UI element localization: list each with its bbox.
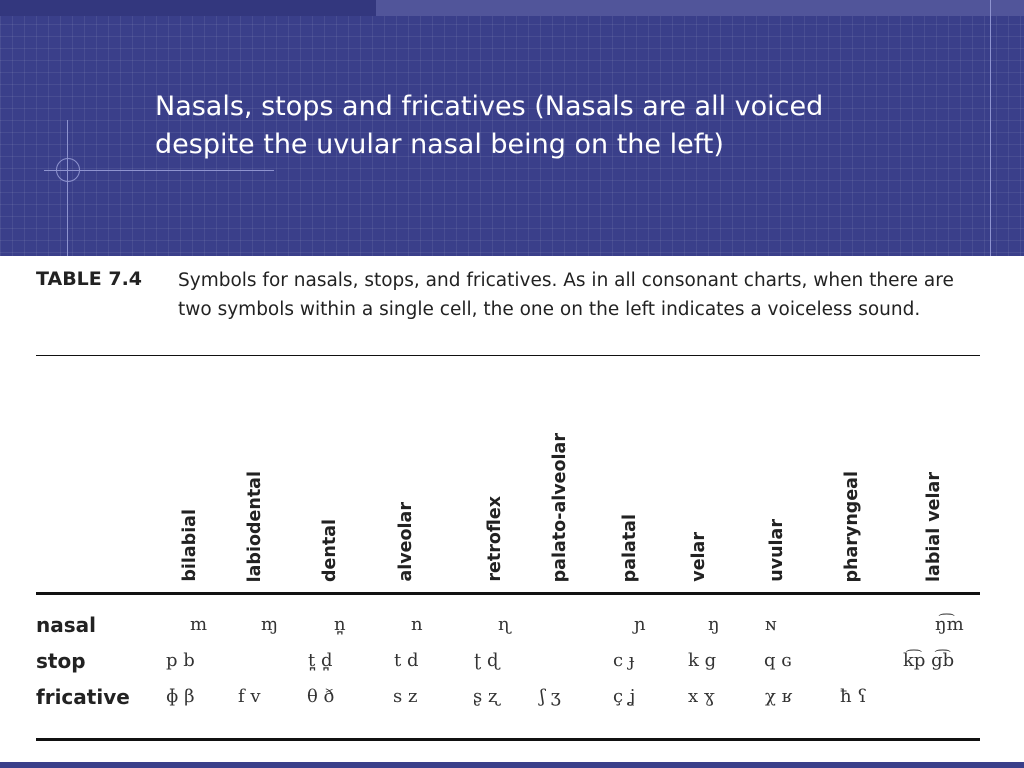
cell-stop-uvular: q ɢ: [764, 650, 792, 671]
cell-fricative-retroflex: ʂ ʐ: [473, 686, 499, 707]
cell-stop-retroflex: ʈ ɖ: [474, 650, 499, 671]
cell-nasal-labial-velar: ŋ͡m: [935, 614, 964, 635]
caption-rule: [36, 355, 980, 356]
cell-stop-labial-velar: k͡p g͡b: [903, 650, 955, 671]
cell-stop-palatal: c ɟ: [613, 650, 635, 671]
table-caption: Symbols for nasals, stops, and fricatives. As in all consonant charts, when there are two symbols within a single cell, the one on the left indicates a voiceless sound.: [178, 270, 954, 320]
cell-stop-velar: k g: [688, 650, 717, 671]
cell-stop-alveolar: t d: [394, 650, 419, 671]
row-label-fricative: fricative: [36, 685, 130, 709]
cell-fricative-palatal: ç ʝ: [613, 686, 636, 707]
col-header-palato-alveolar: palato-alveolar: [550, 432, 570, 582]
cell-nasal-palatal: ɲ: [634, 614, 646, 635]
slide-title: Nasals, stops and fricatives (Nasals are all voiced despite the uvular nasal being on the left): [155, 91, 824, 160]
cell-fricative-alveolar: s z: [393, 686, 418, 707]
row-label-nasal: nasal: [36, 613, 96, 637]
table-panel: [0, 256, 1024, 762]
col-header-labiodental: labiodental: [245, 470, 265, 582]
cell-fricative-uvular: χ ʁ: [765, 686, 793, 707]
col-header-palatal: palatal: [620, 513, 640, 582]
bottom-rule: [36, 738, 980, 741]
cell-fricative-palato-alveolar: ʃ ʒ: [540, 686, 561, 707]
decorative-right-line: [990, 0, 991, 256]
cell-fricative-dental: θ ð: [307, 686, 335, 707]
col-header-dental: dental: [320, 518, 340, 582]
cell-fricative-bilabial: ɸ β: [166, 686, 195, 707]
cell-nasal-labiodental: ɱ: [261, 614, 279, 635]
cell-fricative-velar: x ɣ: [688, 686, 715, 707]
cell-nasal-retroflex: ɳ: [498, 614, 511, 635]
cell-stop-bilabial: p b: [166, 650, 195, 671]
decorative-circle: [56, 158, 80, 182]
cell-fricative-labiodental: f v: [238, 686, 261, 707]
cell-nasal-dental: n̪: [334, 614, 346, 635]
cell-fricative-pharyngeal: ħ ʕ: [840, 686, 867, 707]
col-header-labial-velar: labial velar: [924, 472, 944, 582]
col-header-velar: velar: [689, 532, 709, 582]
cell-nasal-uvular: ɴ: [765, 614, 777, 635]
col-header-pharyngeal: pharyngeal: [842, 470, 862, 582]
header-rule: [36, 592, 980, 595]
top-strip-highlight: [376, 0, 1024, 16]
cell-nasal-alveolar: n: [411, 614, 423, 635]
cell-nasal-velar: ŋ: [708, 614, 720, 635]
decorative-vertical-line: [67, 120, 68, 260]
row-label-stop: stop: [36, 649, 86, 673]
col-header-alveolar: alveolar: [396, 502, 416, 582]
cell-nasal-bilabial: m: [190, 614, 208, 635]
cell-stop-dental: t̪ d̪: [308, 650, 333, 671]
col-header-uvular: uvular: [767, 519, 787, 582]
bottom-strip: [0, 762, 1024, 768]
col-header-retroflex: retroflex: [485, 496, 505, 582]
table-label: TABLE 7.4: [36, 268, 143, 290]
col-header-bilabial: bilabial: [180, 509, 200, 582]
